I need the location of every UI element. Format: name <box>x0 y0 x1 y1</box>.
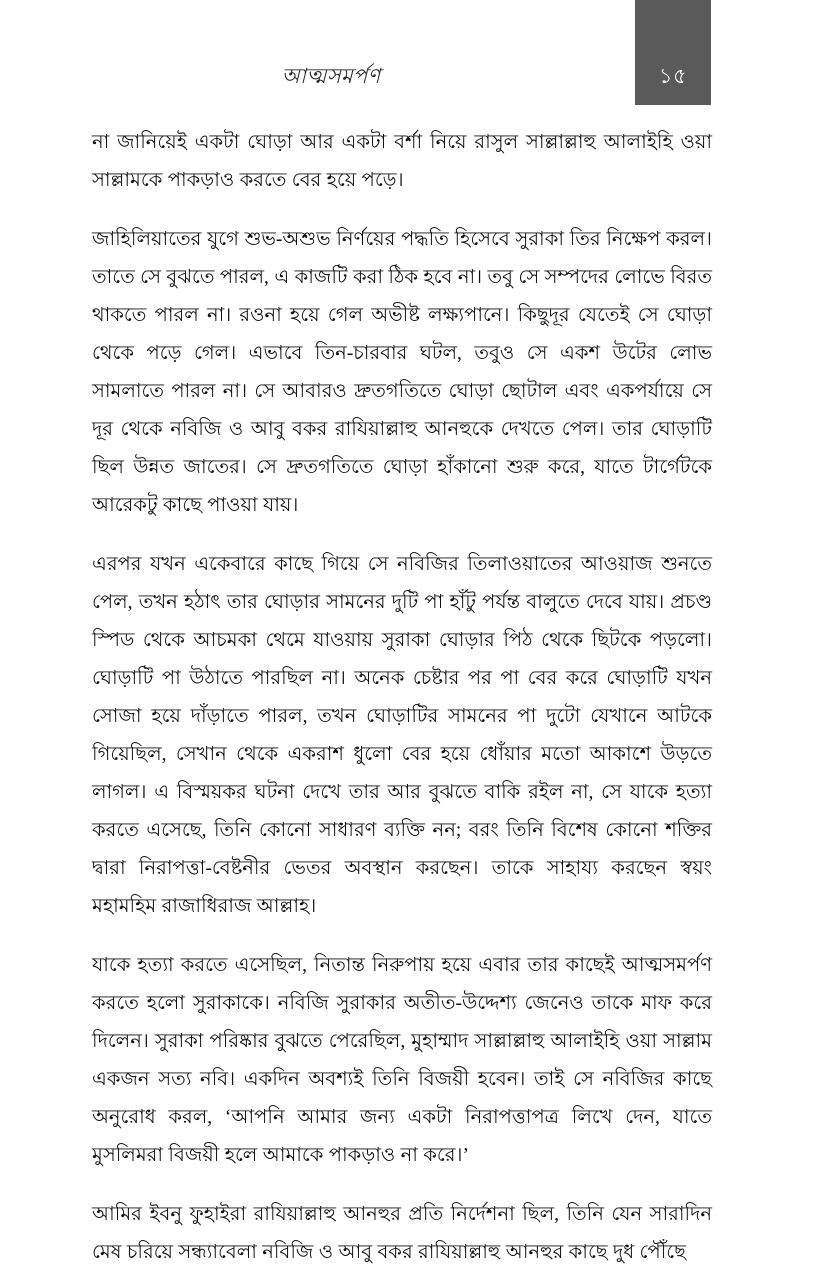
paragraph: জাহিলিয়াতের যুগে শুভ-অশুভ নির্ণয়ের পদ্ধতি হিসেবে সুরাকা তির নিক্ষেপ করল। তাতে সে বুঝতে পারল, এ কাজটি করা ঠিক হবে না। তবু সে সম্পদের লোভে বিরত থাকতে পারল না। রওনা হয়ে গেল অভীষ্ট লক্ষ্যপানে। কিছুদূর যেতেই সে ঘোড়া থেকে পড়ে গেল। এভাবে তিন-চারবার ঘটল, তবুও সে একশ উটের লোভ সামলাতে পারল না। সে আবারও দ্রুতগতিতে ঘোড়া ছোটাল এবং একপর্যায়ে সে দূর থেকে নবিজি ও আবু বকর রাযিয়াল্লাহু আনহুকে দেখতে পেল। তার ঘোড়াটি ছিল উন্নত জাতের। সে দ্রুতগতিতে ঘোড়া হাঁকানো শুরু করে, যাতে টার্গেটকে আরেকটু কাছে পাওয়া যায়। <box>92 229 712 516</box>
running-head-title: আত্মসমর্পণ <box>281 64 381 88</box>
paragraph: এরপর যখন একেবারে কাছে গিয়ে সে নবিজির তিলাওয়াতের আওয়াজ শুনতে পেল, তখন হঠাৎ তার ঘোড়ার সামনের দুটি পা হাঁটু পর্যন্ত বালুতে দেবে যায়। প্রচণ্ড স্পিড থেকে আচমকা থেমে যাওয়ায় সুরাকা ঘোড়ার পিঠ থেকে ছিটকে পড়লো। ঘোড়াটি পা উঠাতে পারছিল না। অনেক চেষ্টার পর পা বের করে ঘোড়াটি যখন সোজা হয়ে দাঁড়াতে পারল, তখন ঘোড়াটির সামনের পা দুটো যেখানে আটকে গিয়েছিল, সেখান থেকে একরাশ ধুলো বের হয়ে ধোঁয়ার মতো আকাশে উড়তে লাগল। এ বিস্ময়কর ঘটনা দেখে তার আর বুঝতে বাকি রইল না, সে যাকে হত্যা করতে এসেছে, তিনি কোনো সাধারণ ব্যক্তি নন; বরং তিনি বিশেষ কোনো শক্তির দ্বারা নিরাপত্তা-বেষ্টনীর ভেতর অবস্থান করছেন। তাকে সাহায্য করছেন স্বয়ং মহামহিম রাজাধিরাজ আল্লাহ। <box>92 554 712 917</box>
body-text-block <box>92 124 712 1272</box>
paragraph: না জানিয়েই একটা ঘোড়া আর একটা বর্শা নিয়ে রাসুল সাল্লাল্লাহু আলাইহি ওয়া সাল্লামকে পাকড়াও করতে বের হয়ে পড়ে। <box>92 132 712 191</box>
page-header <box>0 0 822 118</box>
paragraph: আমির ইবনু ফুহাইরা রাযিয়াল্লাহু আনহুর প্রতি নির্দেশনা ছিল, তিনি যেন সারাদিন মেষ চরিয়ে সন্ধ্যাবেলা নবিজি ও আবু বকর রাযিয়াল্লাহু আনহুর কাছে দুধ পৌঁছে <box>92 1204 712 1263</box>
page-number: ১৫ <box>658 64 688 88</box>
paragraph: যাকে হত্যা করতে এসেছিল, নিতান্ত নিরুপায় হয়ে এবার তার কাছেই আত্মসমর্পণ করতে হলো সুরাকাকে। নবিজি সুরাকার অতীত-উদ্দেশ্য জেনেও তাকে মাফ করে দিলেন। সুরাকা পরিষ্কার বুঝতে পেরেছিল, মুহাম্মাদ সাল্লাল্লাহু আলাইহি ওয়া সাল্লাম একজন সত্য নবি। একদিন অবশ্যই তিনি বিজয়ী হবেন। তাই সে নবিজির কাছে অনুরোধ করল, ‘আপনি আমার জন্য একটা নিরাপত্তাপত্র লিখে দেন, যাতে মুসলিমরা বিজয়ী হলে আমাকে পাকড়াও না করে।’ <box>92 955 712 1166</box>
